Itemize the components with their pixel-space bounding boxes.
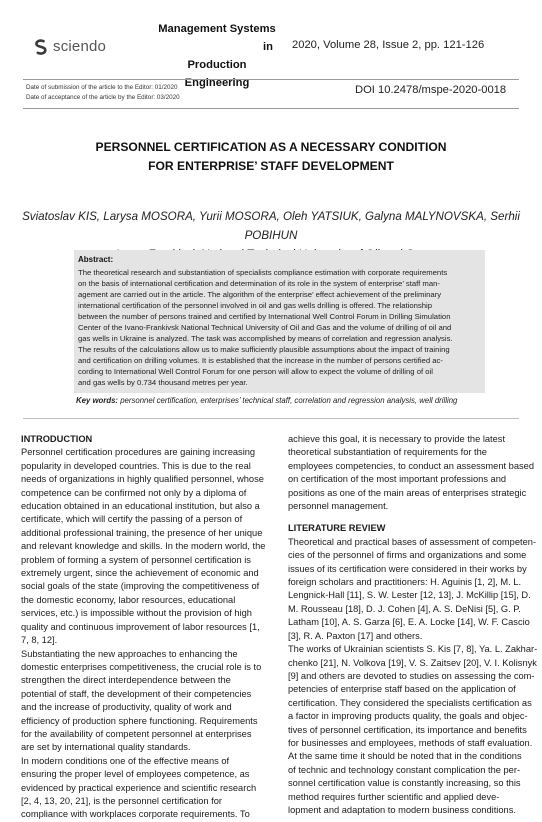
text-line: petencies of enterprise staff based on the application of	[288, 684, 516, 695]
abstract-box	[74, 250, 485, 393]
text-line: for the availability of competent personnel at enterprises	[21, 728, 252, 739]
journal-name-line-3: Production Engineering	[184, 59, 250, 89]
text-line: [9] and others are devoted to studies on assessing the com-	[288, 670, 535, 681]
abstract-line: on the basis of international certification and determination of its role in the system of enterprise’ staff man-	[78, 278, 440, 288]
text-line: domestic enterprises competitiveness, the crucial role is to	[21, 661, 262, 672]
text-line: education obtained in an educational institution, but also a	[21, 501, 260, 512]
right-column	[288, 433, 538, 817]
keywords	[76, 396, 457, 405]
text-line: cies of the personnel of firms and organizations and some	[288, 550, 527, 561]
text-line: Latham [10], A. S. Garza [6], E. A. Locke [14], W. F. Cascio	[288, 617, 530, 628]
text-line: quality and continuous improvement of labor resources [1,	[21, 621, 260, 632]
keywords-divider	[23, 418, 519, 419]
text-line: employees competencies, to conduct an assessment based	[288, 460, 534, 471]
text-line: and relevant knowledge and skills. In the modern world, the	[21, 541, 266, 552]
abstract-line: agement are carried out in the article. The algorithm of the enterprise’ effect achievement of the preliminary	[78, 289, 442, 299]
text-line: compliance with workplaces corporate requirements. To	[21, 809, 250, 820]
text-line: sonnel certification value is constantly increasing, so this	[288, 778, 521, 789]
text-line: [3], R. A. Paxton [17] and others.	[288, 630, 423, 641]
text-line: tives of personnel certification, its importance and benefits	[288, 724, 527, 735]
journal-name-line-1: Management Systems	[158, 23, 276, 35]
title-line-2: FOR ENTERPRISE’ STAFF DEVELOPMENT	[148, 159, 394, 173]
text-line: extremely urgent, since the achievement of economic and	[21, 568, 259, 579]
text-line: on certification of the most important professions and	[288, 474, 507, 485]
keywords-label: Key words:	[76, 396, 119, 405]
section-heading-introduction: INTRODUCTION	[21, 434, 93, 444]
text-line: lopment and adaptation to modern business conditions.	[288, 804, 516, 815]
text-line: and the increase of productivity, quality of work and	[21, 702, 232, 713]
text-line: additional professional training, the presence of her unique	[21, 527, 263, 538]
paragraph-gap	[288, 513, 524, 522]
abstract-heading: Abstract:	[78, 255, 114, 264]
dates-divider	[23, 108, 519, 109]
text-line: needs of organizations in highly qualified personnel, whose	[21, 474, 264, 485]
text-line: foreign scholars and practitioners: H. Aguinis [1, 2], M. L.	[288, 577, 522, 588]
text-line: social goals of the state (improving the competitiveness of	[21, 581, 260, 592]
text-line: potential of staff, the development of their competencies	[21, 688, 252, 699]
text-line: Lengnick-Hall [11], S. W. Lester [12, 13], J. McKillip [15], D.	[288, 590, 531, 601]
acceptance-date: Date of acceptance of the article by the Editor: 03/2020	[26, 93, 180, 101]
abstract-line: gas wells in Ukraine is analyzed. The task was accomplished by means of correlation and regression analysis.	[78, 334, 453, 344]
abstract-line: between the number of persons trained and certified by International Well Control Forum in Drilling Simulation	[78, 311, 451, 321]
text-line: theoretical substantiation of requirements for the	[288, 447, 487, 458]
header-divider	[23, 79, 519, 80]
article-dates	[26, 83, 180, 102]
journal-name-line-2: in	[263, 41, 273, 53]
text-line: Substantiating the new approaches to enhancing the	[21, 648, 238, 659]
text-line: of technic and technology constant complication the per-	[288, 764, 521, 775]
text-line: method requires further scientific and applied deve-	[288, 791, 500, 802]
abstract-line: The results of the calculations allow us to make sufficiently plausible assumptions about the impact of training	[78, 345, 450, 355]
text-line: personnel management.	[288, 501, 389, 512]
text-line: competence can be confirmed not only by a diploma of	[21, 487, 247, 498]
text-line: evidenced by practical experience and scientific research	[21, 782, 257, 793]
abstract-line: Center of the Ivano-Frankivsk National Technical University of Oil and Gas and the volume of drilling of oil and	[78, 322, 452, 332]
submission-date: Date of submission of the article to the Editor: 01/2020	[26, 84, 178, 91]
left-column	[21, 433, 273, 822]
text-line: the domestic economy, labor resources, educational	[21, 594, 236, 605]
publisher-logo	[34, 38, 106, 55]
sciendo-logo-icon	[34, 39, 48, 55]
abstract-line: The theoretical research and substantiation of specialists compliance estimation with corporate requirements	[78, 267, 448, 277]
authors: Sviatoslav KIS, Larysa MOSORA, Yurii MOSORA, Oleh YATSIUK, Galyna MALYNOVSKA, Serhii POBIHUN	[22, 210, 520, 242]
keywords-value: personnel certification, enterprises’ technical staff, correlation and regression analysis, well drilling	[118, 396, 458, 405]
text-line: a factor in improving products quality, the goals and objec-	[288, 711, 528, 722]
text-line: certification. They considered the specialists certification as	[288, 697, 532, 708]
volume-info: 2020, Volume 28, Issue 2, pp. 121-126	[292, 39, 485, 51]
text-line: Personnel certification procedures are gaining increasing	[21, 447, 256, 458]
text-line: services, etc.) is impossible without the provision of high	[21, 608, 252, 619]
text-line: issues of its certification were considered in their works by	[288, 563, 527, 574]
text-line: chenko [21], N. Volkova [19], V. S. Zaitsev [20], V. I. Kolisnyk	[288, 657, 537, 668]
journal-name	[158, 20, 276, 92]
text-line: positions as one of the main areas of enterprises strategic	[288, 487, 527, 498]
text-line: In modern conditions one of the effective means of	[21, 755, 230, 766]
text-line: popularity in developed countries. This is due to the real	[21, 460, 251, 471]
text-line: efficiency of production sphere functioning. Requirements	[21, 715, 258, 726]
text-line: ensuring the proper level of employees competence, as	[21, 769, 250, 780]
section-heading-literature-review: LITERATURE REVIEW	[288, 523, 386, 534]
abstract-text	[78, 267, 481, 389]
text-line: 7, 8, 12].	[21, 635, 58, 646]
text-line: are set by international quality standards.	[21, 742, 191, 753]
text-line: certificate, which will certify the passing of a person of	[21, 514, 243, 525]
text-line: Theoretical and practical bases of assessment of competen-	[288, 536, 537, 547]
article-title	[40, 138, 502, 176]
text-line: for businesses and employees, methods of staff evaluation.	[288, 737, 533, 748]
text-line: strengthen the direct interdependence between the	[21, 675, 231, 686]
title-line-1: PERSONNEL CERTIFICATION AS A NECESSARY CONDITION	[95, 140, 447, 154]
text-line: achieve this goal, it is necessary to provide the latest	[288, 434, 506, 444]
text-line: The works of Ukrainian scientists S. Kis [7, 8], Ya. L. Zakhar-	[288, 644, 538, 655]
abstract-line: and certification on drilling volumes. It is established that the increase in the number of persons certified ac-	[78, 356, 443, 366]
text-line: problem of forming a system of personnel certification is	[21, 554, 251, 565]
doi[interactable]: DOI 10.2478/mspe-2020-0018	[355, 84, 507, 96]
abstract-line: international certification of the personnel involved in oil and gas wells drilling is offered. The relationship	[78, 300, 432, 310]
publisher-name: sciendo	[53, 38, 107, 55]
text-line: [2, 4, 13, 20, 21], is the personnel certification for	[21, 795, 223, 806]
abstract-line: cording to International Well Control Forum for one person will allow to expect the volume of drilling of oil	[78, 367, 433, 377]
text-line: M. Rousseau [18], D. J. Cohen [4], A. S. DeNisi [5], G. P.	[288, 603, 521, 614]
abstract-line: and gas wells by 0.734 thousand metres per year.	[78, 378, 248, 388]
text-line: At the same time it should be noted that in the conditions	[288, 751, 522, 762]
